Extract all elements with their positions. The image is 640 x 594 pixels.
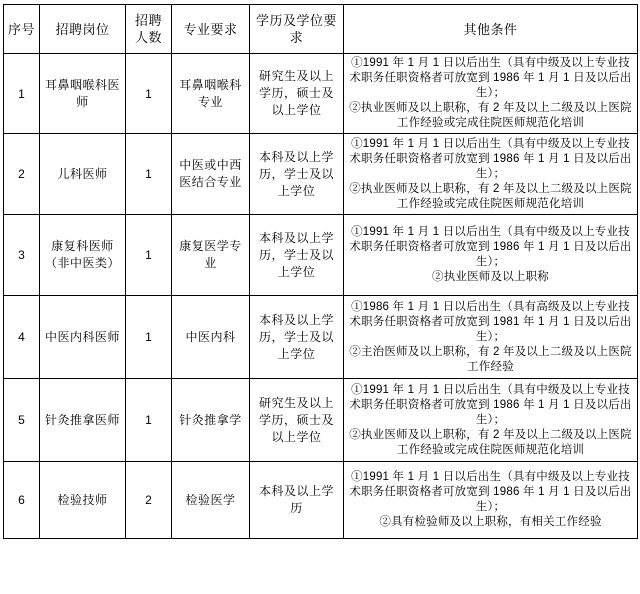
column-header-education: 学历及学位要求 xyxy=(250,5,344,54)
cell-post: 儿科医师 xyxy=(40,134,126,215)
condition-line: ②主治医师及以上职称，有 2 年及以上二级及以上医院工作经验 xyxy=(349,345,632,373)
cell-number: 2 xyxy=(126,462,172,539)
cell-education: 本科及以上学历，学士及以上学位 xyxy=(250,215,344,296)
cell-no: 6 xyxy=(4,462,40,539)
condition-line: ②执业医师及以上职称，有 2 年及以上二级及以上医院工作经验或完成住院医师规范化培训 xyxy=(349,102,632,129)
cell-major: 检验医学 xyxy=(172,462,250,539)
cell-post: 中医内科医师 xyxy=(40,296,126,379)
cell-post: 针灸推拿医师 xyxy=(40,379,126,462)
cell-other xyxy=(344,379,638,462)
cell-no: 4 xyxy=(4,296,40,379)
table-row xyxy=(4,379,638,462)
condition-line: ①1986 年 1 月 1 日以后出生（具有高级及以上专业技术职务任职资格者可放宽到 1981 年 1 月 1 日及以后出生）； xyxy=(349,300,632,343)
condition-line: ②执业医师及以上职称，有 2 年及以上二级及以上医院工作经验或完成住院医师规范化培训 xyxy=(349,182,632,210)
cell-major: 中医内科 xyxy=(172,296,250,379)
cell-post: 康复科医师（非中医类） xyxy=(40,215,126,296)
cell-other xyxy=(344,462,638,539)
condition-line: ②执业医师及以上职称 xyxy=(432,271,549,283)
cell-number: 1 xyxy=(126,215,172,296)
table-row xyxy=(4,215,638,296)
cell-other xyxy=(344,296,638,379)
cell-number: 1 xyxy=(126,379,172,462)
cell-post: 耳鼻咽喉科医师 xyxy=(40,54,126,134)
table-header xyxy=(4,5,638,54)
cell-education: 研究生及以上学历，硕士及以上学位 xyxy=(250,379,344,462)
table-header-row xyxy=(4,5,638,54)
condition-line: ①1991 年 1 月 1 日以后出生（具有中级及以上专业技术职务任职资格者可放宽到 1986 年 1 月 1 日及以后出生）； xyxy=(349,383,632,426)
condition-line: ①1991 年 1 月 1 日以后出生（具有中级及以上专业技术职务任职资格者可放宽到 1986 年 1 月 1 日及以后出生）； xyxy=(349,57,632,99)
condition-line: ②具有检验师及以上职称，有相关工作经验 xyxy=(379,516,602,528)
recruitment-table xyxy=(3,4,638,539)
column-header-major: 专业要求 xyxy=(172,5,250,54)
cell-no: 2 xyxy=(4,134,40,215)
cell-other xyxy=(344,54,638,134)
cell-education: 本科及以上学历，学士及以上学位 xyxy=(250,134,344,215)
cell-number: 1 xyxy=(126,296,172,379)
cell-no: 3 xyxy=(4,215,40,296)
condition-line: ①1991 年 1 月 1 日以后出生（具有中级及以上专业技术职务任职资格者可放宽到 1986 年 1 月 1 日及以后出生）； xyxy=(349,471,632,513)
condition-line: ①1991 年 1 月 1 日以后出生（具有中级及以上专业技术职务任职资格者可放宽到 1986 年 1 月 1 日及以后出生）； xyxy=(349,226,632,268)
cell-major: 耳鼻咽喉科专业 xyxy=(172,54,250,134)
table-row xyxy=(4,462,638,539)
cell-education: 本科及以上学历，学士及以上学位 xyxy=(250,296,344,379)
column-header-other: 其他条件 xyxy=(344,5,638,54)
cell-other xyxy=(344,134,638,215)
cell-number: 1 xyxy=(126,54,172,134)
cell-major: 康复医学专业 xyxy=(172,215,250,296)
cell-number: 1 xyxy=(126,134,172,215)
table-row xyxy=(4,296,638,379)
table-row xyxy=(4,54,638,134)
cell-post: 检验技师 xyxy=(40,462,126,539)
column-header-post: 招聘岗位 xyxy=(40,5,126,54)
cell-major: 中医或中西医结合专业 xyxy=(172,134,250,215)
condition-line: ②执业医师及以上职称，有 2 年及以上二级及以上医院工作经验或完成住院医师规范化培训 xyxy=(349,428,632,456)
cell-education: 本科及以上学历 xyxy=(250,462,344,539)
column-header-number: 招聘人数 xyxy=(126,5,172,54)
cell-no: 1 xyxy=(4,54,40,134)
condition-line: ①1991 年 1 月 1 日以后出生（具有中级及以上专业技术职务任职资格者可放宽到 1986 年 1 月 1 日及以后出生）； xyxy=(349,137,632,180)
cell-no: 5 xyxy=(4,379,40,462)
cell-other xyxy=(344,215,638,296)
table-body xyxy=(4,54,638,539)
cell-education: 研究生及以上学历，硕士及以上学位 xyxy=(250,54,344,134)
cell-major: 针灸推拿学 xyxy=(172,379,250,462)
table-row xyxy=(4,134,638,215)
column-header-no: 序号 xyxy=(4,5,40,54)
